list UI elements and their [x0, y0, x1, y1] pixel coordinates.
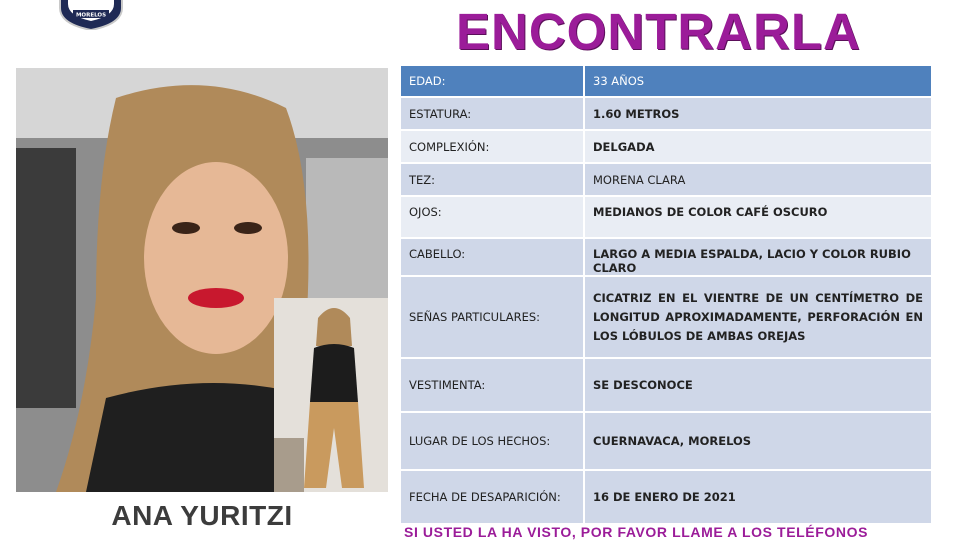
person-name: ANA YURITZI — [111, 500, 293, 531]
headline: ENCONTRARLA — [456, 3, 861, 60]
detail-row-eyes — [401, 196, 932, 238]
detail-value: 1.60 METROS — [584, 97, 932, 130]
details-table — [401, 66, 933, 525]
detail-value: CICATRIZ EN EL VIENTRE DE UN CENTÍMETRO DE LONGITUD APROXIMADAMENTE, PERFORACIÓN EN LOS LÓBULOS DE AMBAS OREJAS — [584, 276, 932, 358]
detail-label: EDAD: — [401, 66, 584, 97]
detail-value: 33 AÑOS — [584, 66, 932, 97]
detail-label: LUGAR DE LOS HECHOS: — [401, 412, 584, 470]
detail-value: 16 DE ENERO DE 2021 — [584, 470, 932, 524]
detail-value: SE DESCONOCE — [584, 358, 932, 412]
detail-value: DELGADA — [584, 130, 932, 163]
inset-photo — [274, 298, 388, 492]
detail-row-height — [401, 97, 932, 130]
detail-label: VESTIMENTA: — [401, 358, 584, 412]
logo-text: MORELOS — [75, 12, 107, 19]
detail-value: MEDIANOS DE COLOR CAFÉ OSCURO — [584, 196, 932, 238]
detail-value: CUERNAVACA, MORELOS — [584, 412, 932, 470]
detail-row-age — [401, 66, 932, 97]
detail-label: COMPLEXIÓN: — [401, 130, 584, 163]
detail-value: MORENA CLARA — [584, 163, 932, 196]
detail-label: ESTATURA: — [401, 97, 584, 130]
detail-label: FECHA DE DESAPARICIÓN: — [401, 470, 584, 524]
detail-row-build — [401, 130, 932, 163]
detail-row-clothing — [401, 358, 932, 412]
detail-row-hair — [401, 238, 932, 276]
detail-label: OJOS: — [401, 196, 584, 238]
detail-row-marks — [401, 276, 932, 358]
detail-label: CABELLO: — [401, 238, 584, 276]
detail-row-location — [401, 412, 932, 470]
detail-label: SEÑAS PARTICULARES: — [401, 276, 584, 358]
detail-label: TEZ: — [401, 163, 584, 196]
detail-value: LARGO A MEDIA ESPALDA, LACIO Y COLOR RUBIO CLARO — [584, 238, 932, 276]
agency-logo — [56, 0, 126, 30]
detail-row-complexion — [401, 163, 932, 196]
footer-call-to-action: SI USTED LA HA VISTO, POR FAVOR LLAME A LOS TELÉFONOS — [404, 524, 869, 540]
detail-row-date — [401, 470, 932, 524]
